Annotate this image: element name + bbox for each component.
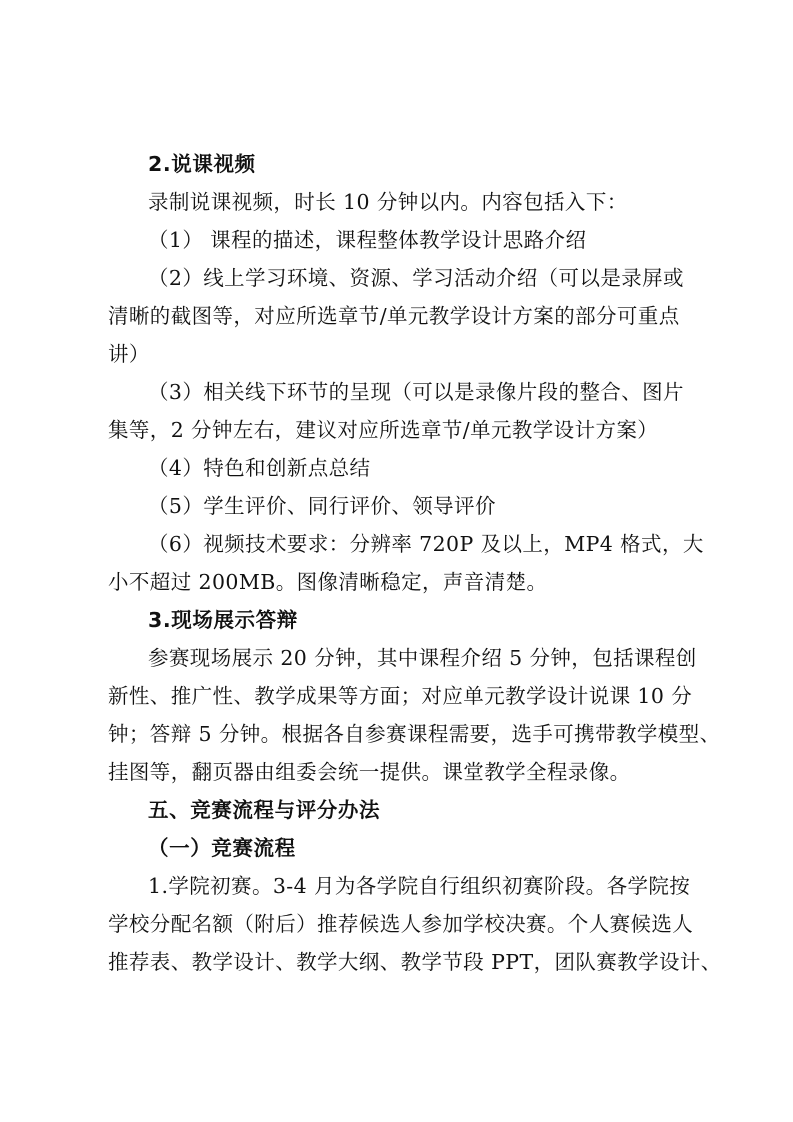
list-item-2: （2）线上学习环境、资源、学习活动介绍（可以是录屏或 — [148, 266, 684, 290]
paragraph-line: 录制说课视频，时长 10 分钟以内。内容包括入下： — [148, 190, 628, 214]
paragraph-line: 钟；答辩 5 分钟。根据各自参赛课程需要，选手可携带教学模型、 — [108, 722, 721, 746]
chapter-heading: 五、竞赛流程与评分办法 — [148, 798, 381, 822]
paragraph-line: 新性、推广性、教学成果等方面；对应单元教学设计说课 10 分 — [108, 684, 693, 708]
section-heading-onsite-defense: 3.现场展示答辩 — [148, 608, 298, 632]
list-item-4: （4）特色和创新点总结 — [148, 456, 371, 480]
section-heading-lecture-video: 2.说课视频 — [148, 152, 256, 176]
paragraph-line: 参赛现场展示 20 分钟，其中课程介绍 5 分钟，包括课程创 — [148, 646, 697, 670]
paragraph-line: 学校分配名额（附后）推荐候选人参加学校决赛。个人赛候选人 — [108, 912, 694, 936]
list-item-2-continued: 讲） — [108, 342, 150, 366]
paragraph-line: 推荐表、教学设计、教学大纲、教学节段 PPT，团队赛教学设计、 — [108, 950, 722, 974]
list-item-6: （6）视频技术要求：分辨率 720P 及以上，MP4 格式，大 — [148, 532, 704, 556]
list-item-3: （3）相关线下环节的呈现（可以是录像片段的整合、图片 — [148, 380, 684, 404]
list-item-1: （1） 课程的描述，课程整体教学设计思路介绍 — [148, 228, 587, 252]
list-item-3-continued: 集等，2 分钟左右，建议对应所选章节/单元教学设计方案） — [108, 418, 659, 442]
list-item-5: （5）学生评价、同行评价、领导评价 — [148, 494, 496, 518]
subsection-heading: （一）竞赛流程 — [148, 836, 296, 860]
paragraph-line: 1.学院初赛。3-4 月为各学院自行组织初赛阶段。各学院按 — [148, 874, 691, 898]
paragraph-line: 挂图等，翻页器由组委会统一提供。课堂教学全程录像。 — [108, 760, 631, 784]
list-item-6-continued: 小不超过 200MB。图像清晰稳定，声音清楚。 — [108, 570, 548, 594]
list-item-2-continued: 清晰的截图等，对应所选章节/单元教学设计方案的部分可重点 — [108, 304, 680, 328]
